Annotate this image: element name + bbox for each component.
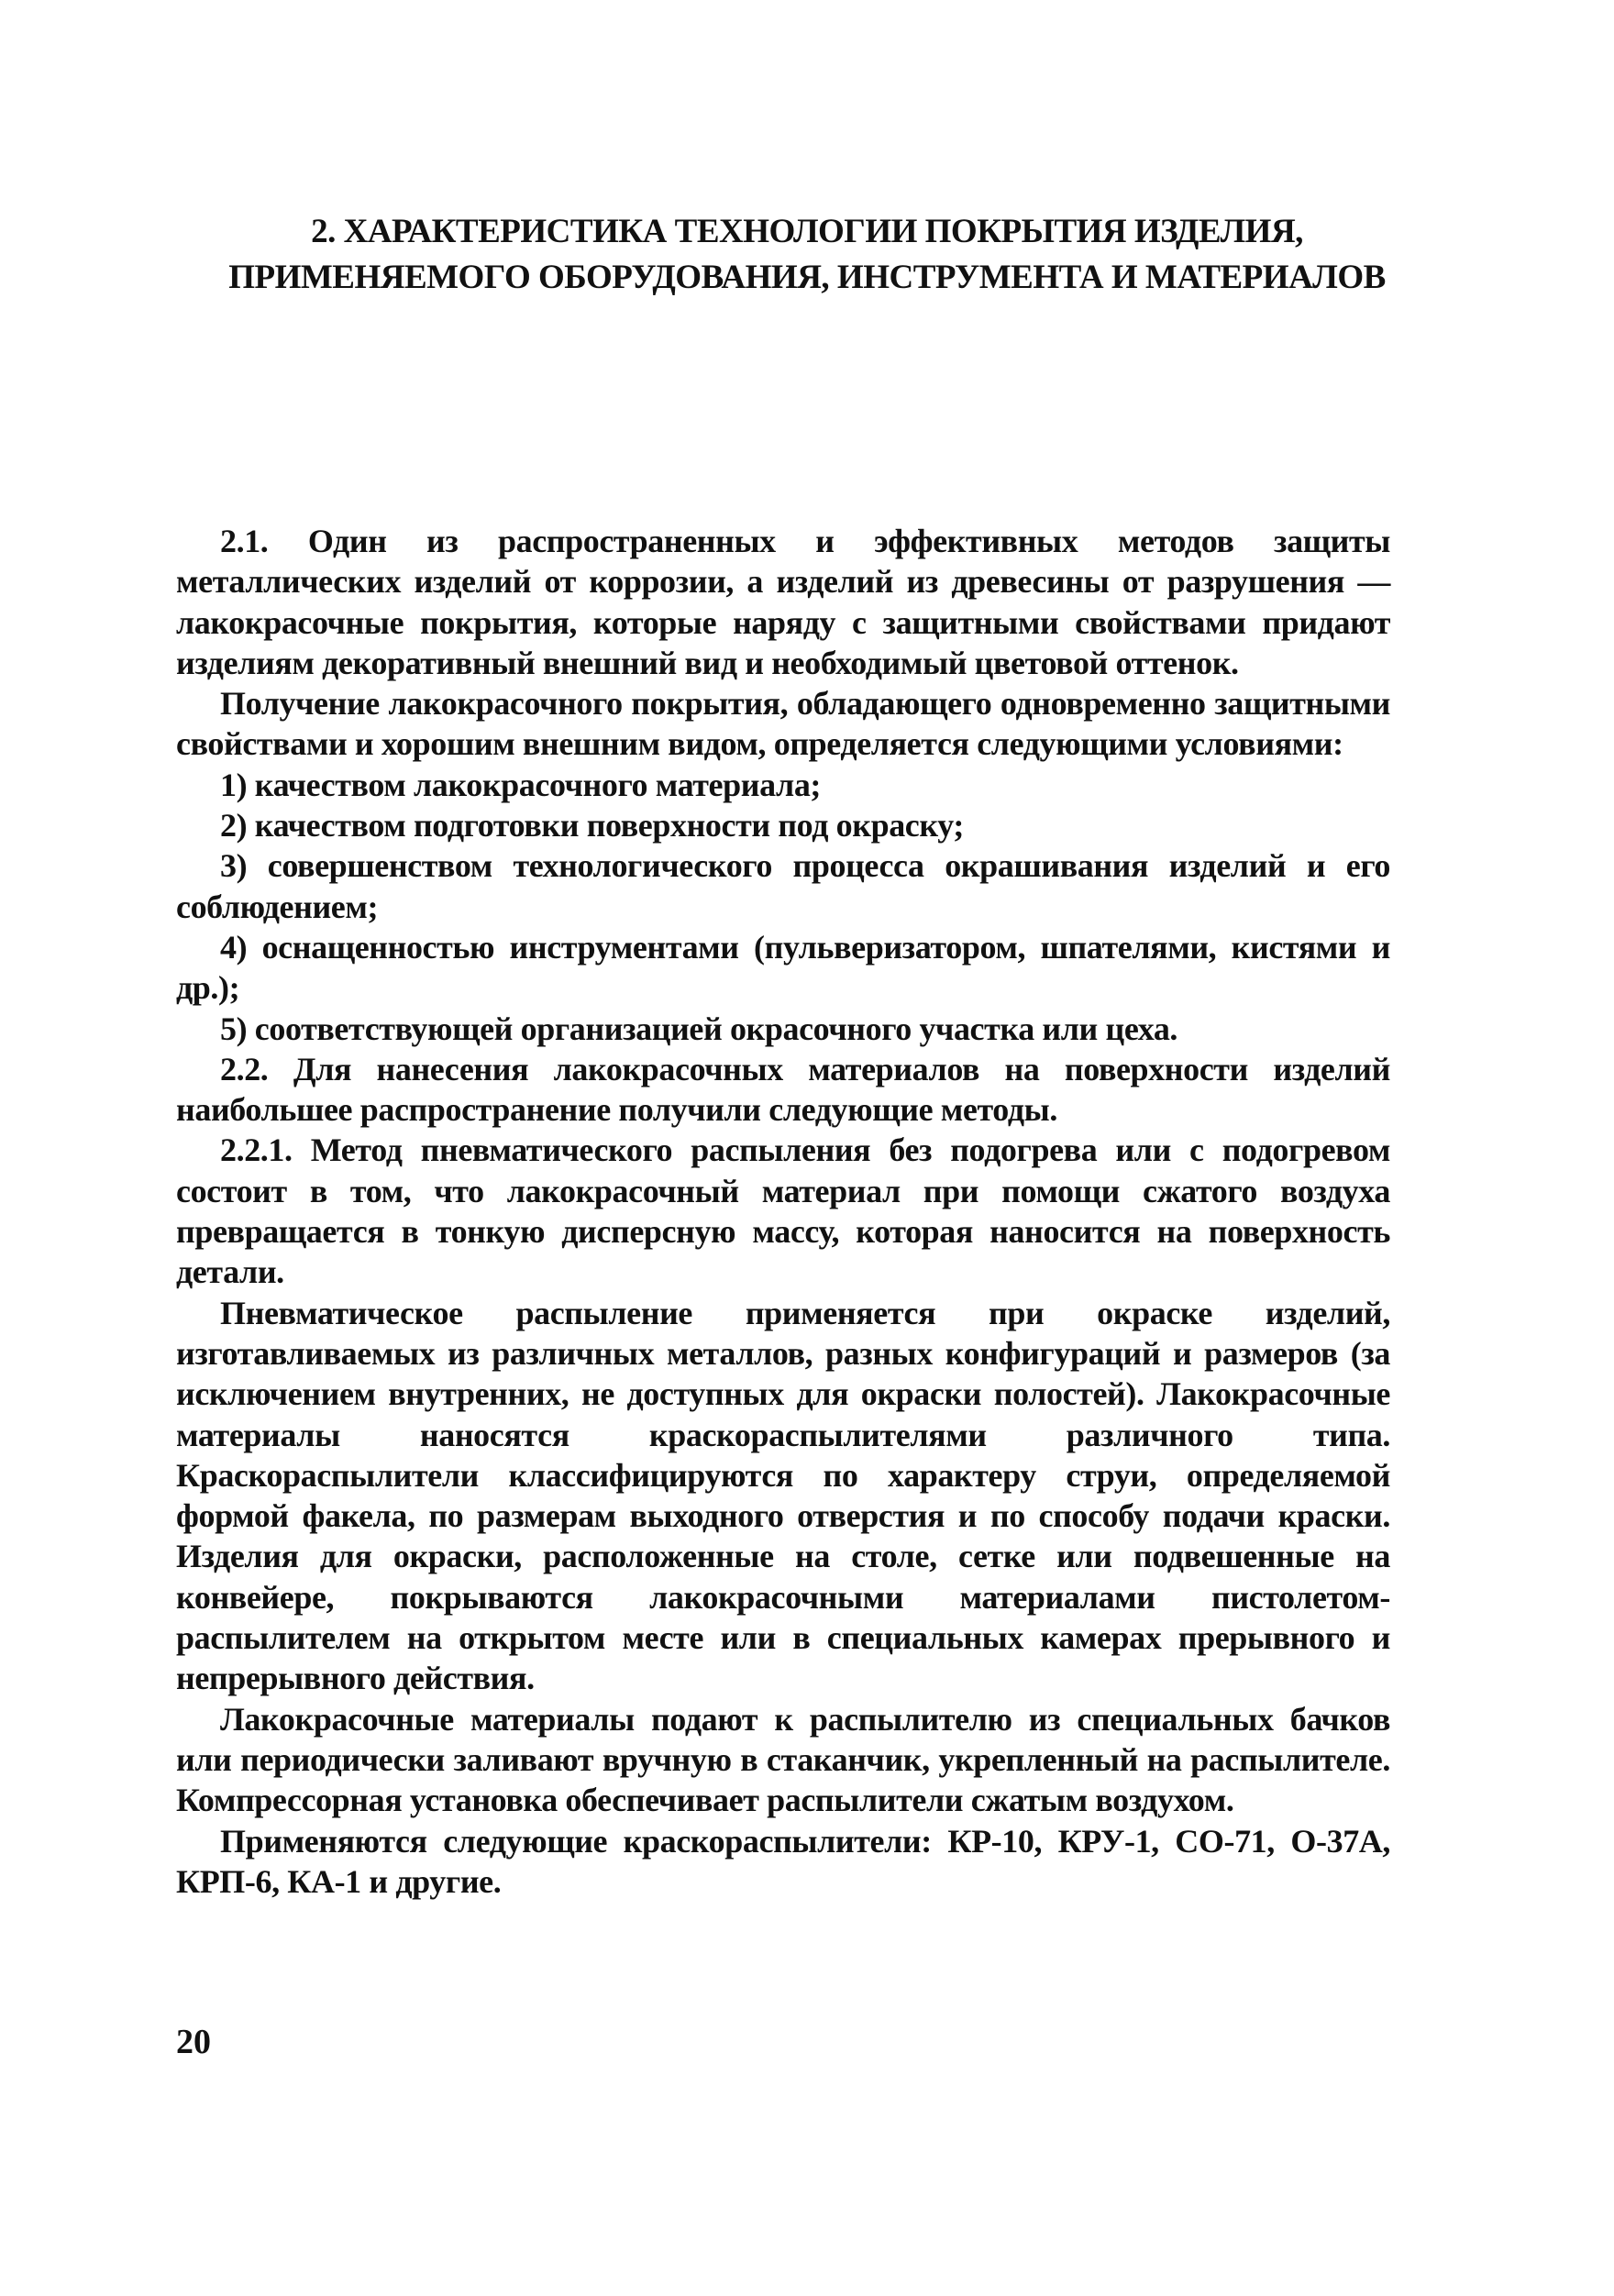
- section-heading: [165, 209, 1449, 301]
- paragraph-sprayer-list: Применяются следующие краскораспылители: КР-10, КРУ-1, СО-71, О-37А, КРП-6, КА-1 и другие.: [176, 1822, 1390, 1900]
- paragraph-conditions-intro: Получение лакокрасочного покрытия, обладающего одновременно защитными свойствами и хорошим внешним видом, определяется следующими условиями:: [176, 685, 1390, 763]
- list-item-4: 4) оснащенностью инструментами (пульверизатором, шпателями, кистями и др.);: [176, 928, 1390, 1007]
- paragraph-paint-supply: Лакокрасочные материалы подают к распылителю из специальных бачков или периодически заливают вручную в стаканчик, укрепленный на распылителе. Компрессорная установка обеспечивает распылители сжатым воздухом.: [176, 1700, 1390, 1819]
- page-number: 20: [176, 2023, 211, 2061]
- paragraph-2-2: 2.2. Для нанесения лакокрасочных материалов на поверхности изделий наибольшее распространение получили следующие методы.: [176, 1050, 1390, 1129]
- list-item-1: 1) качеством лакокрасочного материала;: [220, 766, 822, 803]
- body-text: [176, 521, 1390, 1902]
- list-item-5: 5) соответствующей организацией окрасочного участка или цеха.: [220, 1010, 1178, 1047]
- list-item-3: 3) совершенством технологического процесса окрашивания изделий и его соблюдением;: [176, 847, 1390, 925]
- paragraph-2-2-1: 2.2.1. Метод пневматического распыления без подогрева или с подогревом состоит в том, что лакокрасочный материал при помощи сжатого воздуха превращается в тонкую дисперсную массу, которая наносится на поверхность детали.: [176, 1131, 1390, 1291]
- paragraph-pneumatic-spraying: Пневматическое распыление применяется при окраске изделий, изготавливаемых из различных металлов, разных конфигураций и размеров (за исключением внутренних, не доступных для окраски полостей). Лакокрасочные материалы наносятся краскораспылителями различного типа. Краскораспылители классифицируются по характеру струи, определяемой формой факела, по размерам выходного отверстия и по способу подачи краски. Изделия для окраски, расположенные на столе, сетке или подвешенные на конвейере, покрываются лакокрасочными материалами пистолетом-распылителем на открытом месте или в специальных камерах прерывного и непрерывного действия.: [176, 1294, 1390, 1697]
- paragraph-2-1: 2.1. Один из распространенных и эффективных методов защиты металлических изделий от коррозии, а изделий из древесины от разрушения — лакокрасочные покрытия, которые наряду с защитными свойствами придают изделиям декоративный внешний вид и необходимый цветовой оттенок.: [176, 523, 1390, 681]
- section-heading-line-1: 2. ХАРАКТЕРИСТИКА ТЕХНОЛОГИИ ПОКРЫТИЯ ИЗДЕЛИЯ,: [311, 213, 1303, 250]
- list-item-2: 2) качеством подготовки поверхности под окраску;: [220, 807, 964, 844]
- section-heading-line-2: ПРИМЕНЯЕМОГО ОБОРУДОВАНИЯ, ИНСТРУМЕНТА И МАТЕРИАЛОВ: [228, 259, 1386, 296]
